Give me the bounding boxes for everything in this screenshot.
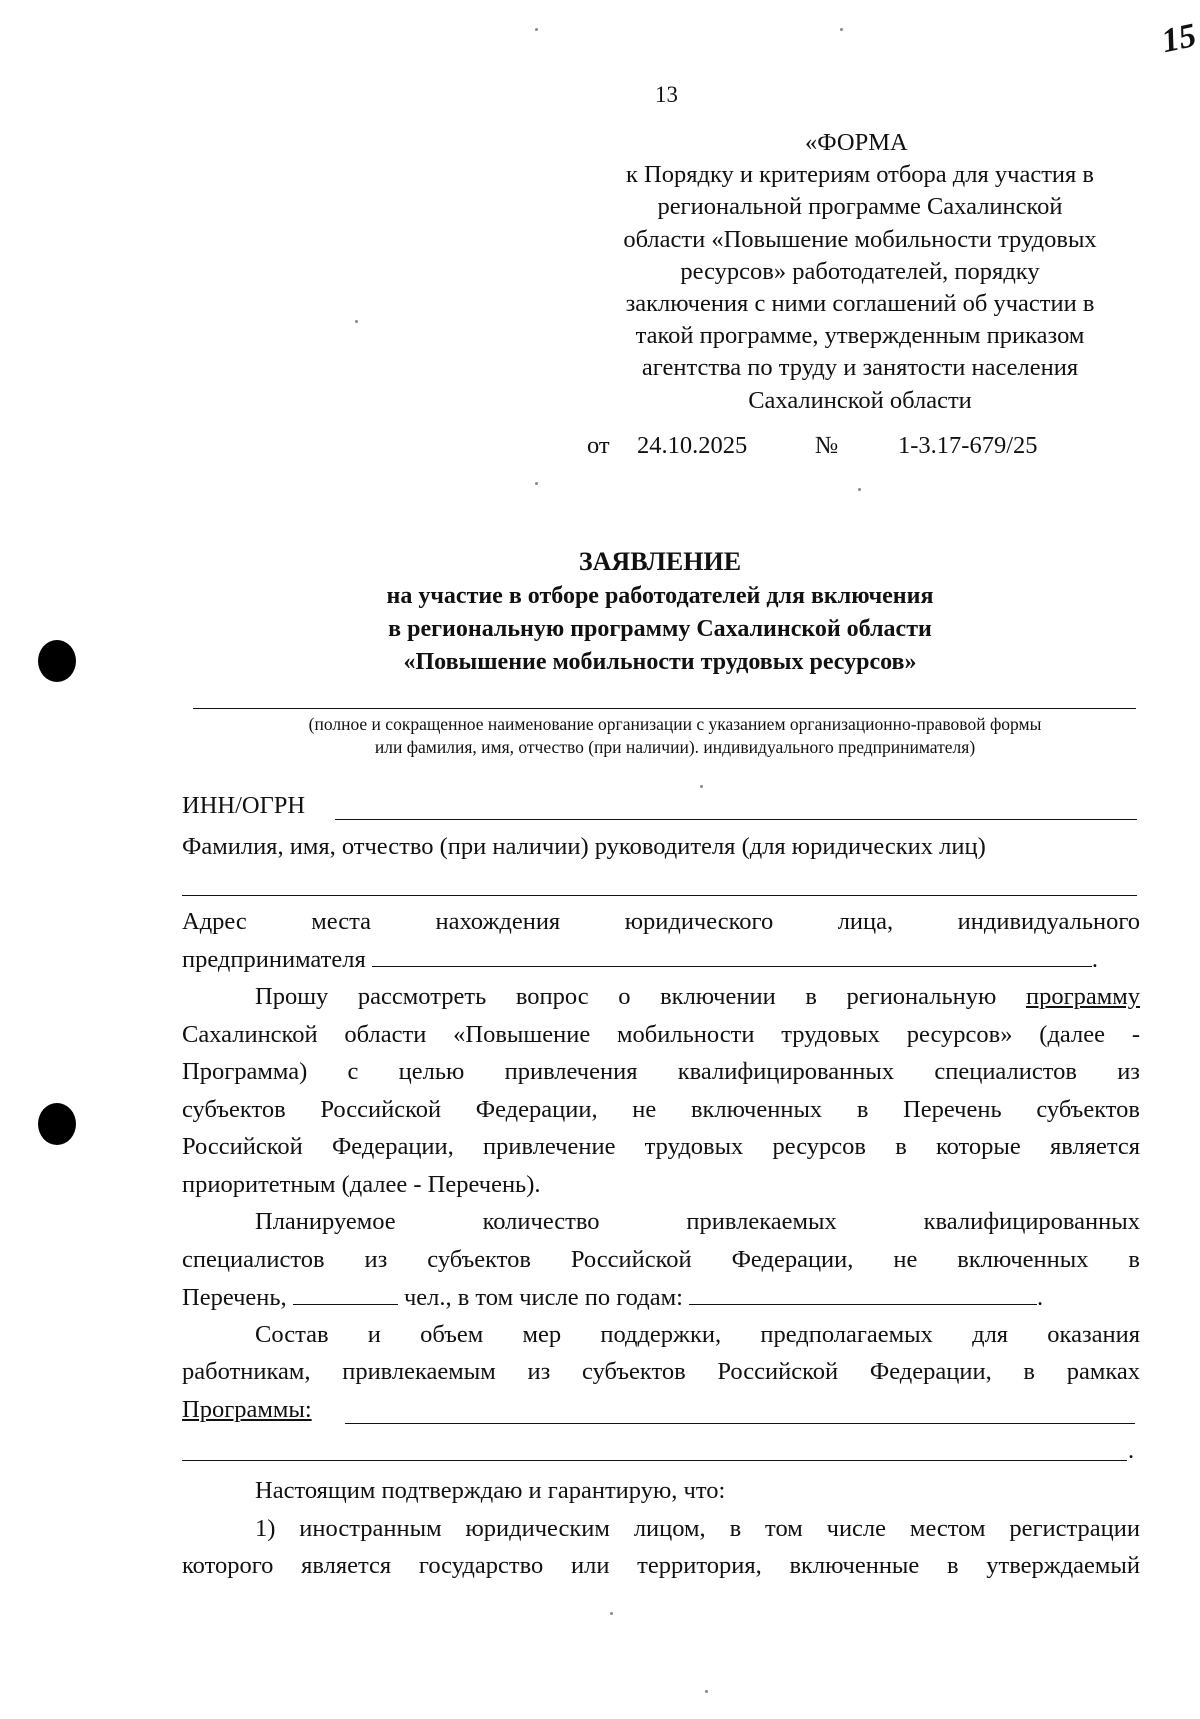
confirmation-item-line: 1) иностранным юридическим лицом, в том числе местом регистрации (255, 1515, 1140, 1542)
header-line: региональной программе Сахалинской (657, 193, 1063, 221)
document-title (300, 544, 1020, 679)
request-paragraph-line: Российской Федерации, привлечение трудовых ресурсов в которые является (182, 1133, 1140, 1160)
support-measures-field[interactable] (345, 1423, 1135, 1424)
address-field[interactable] (372, 944, 1092, 967)
scan-speck (705, 1690, 708, 1693)
title-line: на участие в отборе работодателей для включения (386, 583, 934, 609)
specialists-paragraph-line: специалистов из субъектов Российской Федерации, не включенных в (182, 1246, 1140, 1273)
specialists-count-line (182, 1282, 1043, 1313)
specialists-years-label: чел., в том числе по годам: (403, 1284, 683, 1311)
address-label-cont (182, 944, 1098, 975)
request-paragraph-line: Программа) с целью привлечения квалифицированных специалистов из (182, 1058, 1140, 1085)
address-word: места (311, 908, 372, 935)
address-period: . (1091, 946, 1098, 973)
punch-hole (38, 640, 76, 682)
scan-speck (535, 28, 538, 31)
order-number-sign: № (815, 432, 839, 459)
confirmation-heading: Настоящим подтверждаю и гарантирую, что: (255, 1477, 726, 1504)
support-measures-field-2[interactable] (182, 1460, 1127, 1461)
request-paragraph-line: субъектов Российской Федерации, не включенных в Перечень субъектов (182, 1096, 1140, 1123)
header-line: агентства по труду и занятости населения (641, 354, 1079, 382)
confirmation-item-line: которого является государство или территория, включенные в утверждаемый (182, 1552, 1140, 1579)
specialists-period: . (1037, 1284, 1044, 1311)
request-paragraph-line: Сахалинской области «Повышение мобильности трудовых ресурсов» (далее - (182, 1021, 1140, 1048)
address-word: индивидуального (957, 908, 1141, 935)
specialists-paragraph-line: Планируемое количество привлекаемых квалифицированных (255, 1208, 1140, 1235)
handwritten-page-mark: 15 (1158, 16, 1200, 61)
specialists-count-field[interactable] (293, 1282, 398, 1305)
address-label-line (182, 907, 1140, 937)
support-period: . (1128, 1437, 1135, 1464)
form-label: «ФОРМА (805, 129, 908, 156)
header-line: Сахалинской области (748, 386, 972, 414)
scan-speck (700, 785, 703, 788)
organization-caption-line: (полное и сокращенное наименование организации с указанием организационно-правовой формы (308, 714, 1042, 734)
scan-speck (858, 488, 861, 491)
scan-speck (610, 1612, 613, 1615)
address-label-word: предпринимателя (182, 946, 366, 973)
title-main: ЗАЯВЛЕНИЕ (578, 547, 742, 576)
request-paragraph-line (255, 982, 1140, 1012)
header-line: заключения с ними соглашений об участии в (625, 290, 1095, 318)
address-word: юридического (624, 908, 774, 935)
support-paragraph-line: работникам, привлекаемым из субъектов Российской Федерации, в рамках (182, 1358, 1140, 1385)
program-label: Программы: (182, 1396, 312, 1423)
header-line: ресурсов» работодателей, порядку (680, 257, 1040, 285)
header-line: области «Повышение мобильности трудовых (623, 225, 1097, 253)
scan-speck (840, 28, 843, 31)
scan-speck (355, 320, 358, 323)
address-word: Адрес (182, 908, 247, 935)
specialists-by-year-field[interactable] (689, 1282, 1037, 1305)
page-number: 13 (655, 82, 678, 107)
address-word: лица, (837, 908, 894, 935)
organization-caption-line: или фамилия, имя, отчество (при наличии). индивидуального предпринимателя) (374, 737, 976, 757)
form-header (580, 127, 1140, 417)
scan-speck (535, 482, 538, 485)
order-date-prefix: от (587, 432, 610, 459)
inn-ogrn-label: ИНН/ОГРН (182, 792, 306, 819)
header-line: к Порядку и критериям отбора для участия в (625, 161, 1094, 189)
organization-name-field[interactable] (193, 708, 1136, 709)
inn-ogrn-field[interactable] (335, 819, 1137, 820)
specialists-count-label: Перечень, (182, 1284, 287, 1311)
title-line: в региональную программу Сахалинской области (388, 616, 932, 642)
head-name-label: Фамилия, имя, отчество (при наличии) руководителя (для юридических лиц) (182, 833, 986, 860)
order-date: 24.10.2025 (637, 432, 748, 459)
title-line: «Повышение мобильности трудовых ресурсов» (403, 649, 917, 675)
request-paragraph-line: приоритетным (далее - Перечень). (182, 1171, 541, 1198)
support-paragraph-line: Состав и объем мер поддержки, предполагаемых для оказания (255, 1321, 1140, 1348)
order-number: 1-3.17-679/25 (898, 432, 1038, 459)
head-name-field[interactable] (182, 895, 1137, 896)
program-link[interactable]: программу (1025, 983, 1140, 1010)
punch-hole (38, 1103, 76, 1145)
address-word: нахождения (435, 908, 561, 935)
request-text: Прошу рассмотреть вопрос о включении в региональную (255, 983, 997, 1010)
header-line: такой программе, утвержденным приказом (635, 322, 1085, 350)
